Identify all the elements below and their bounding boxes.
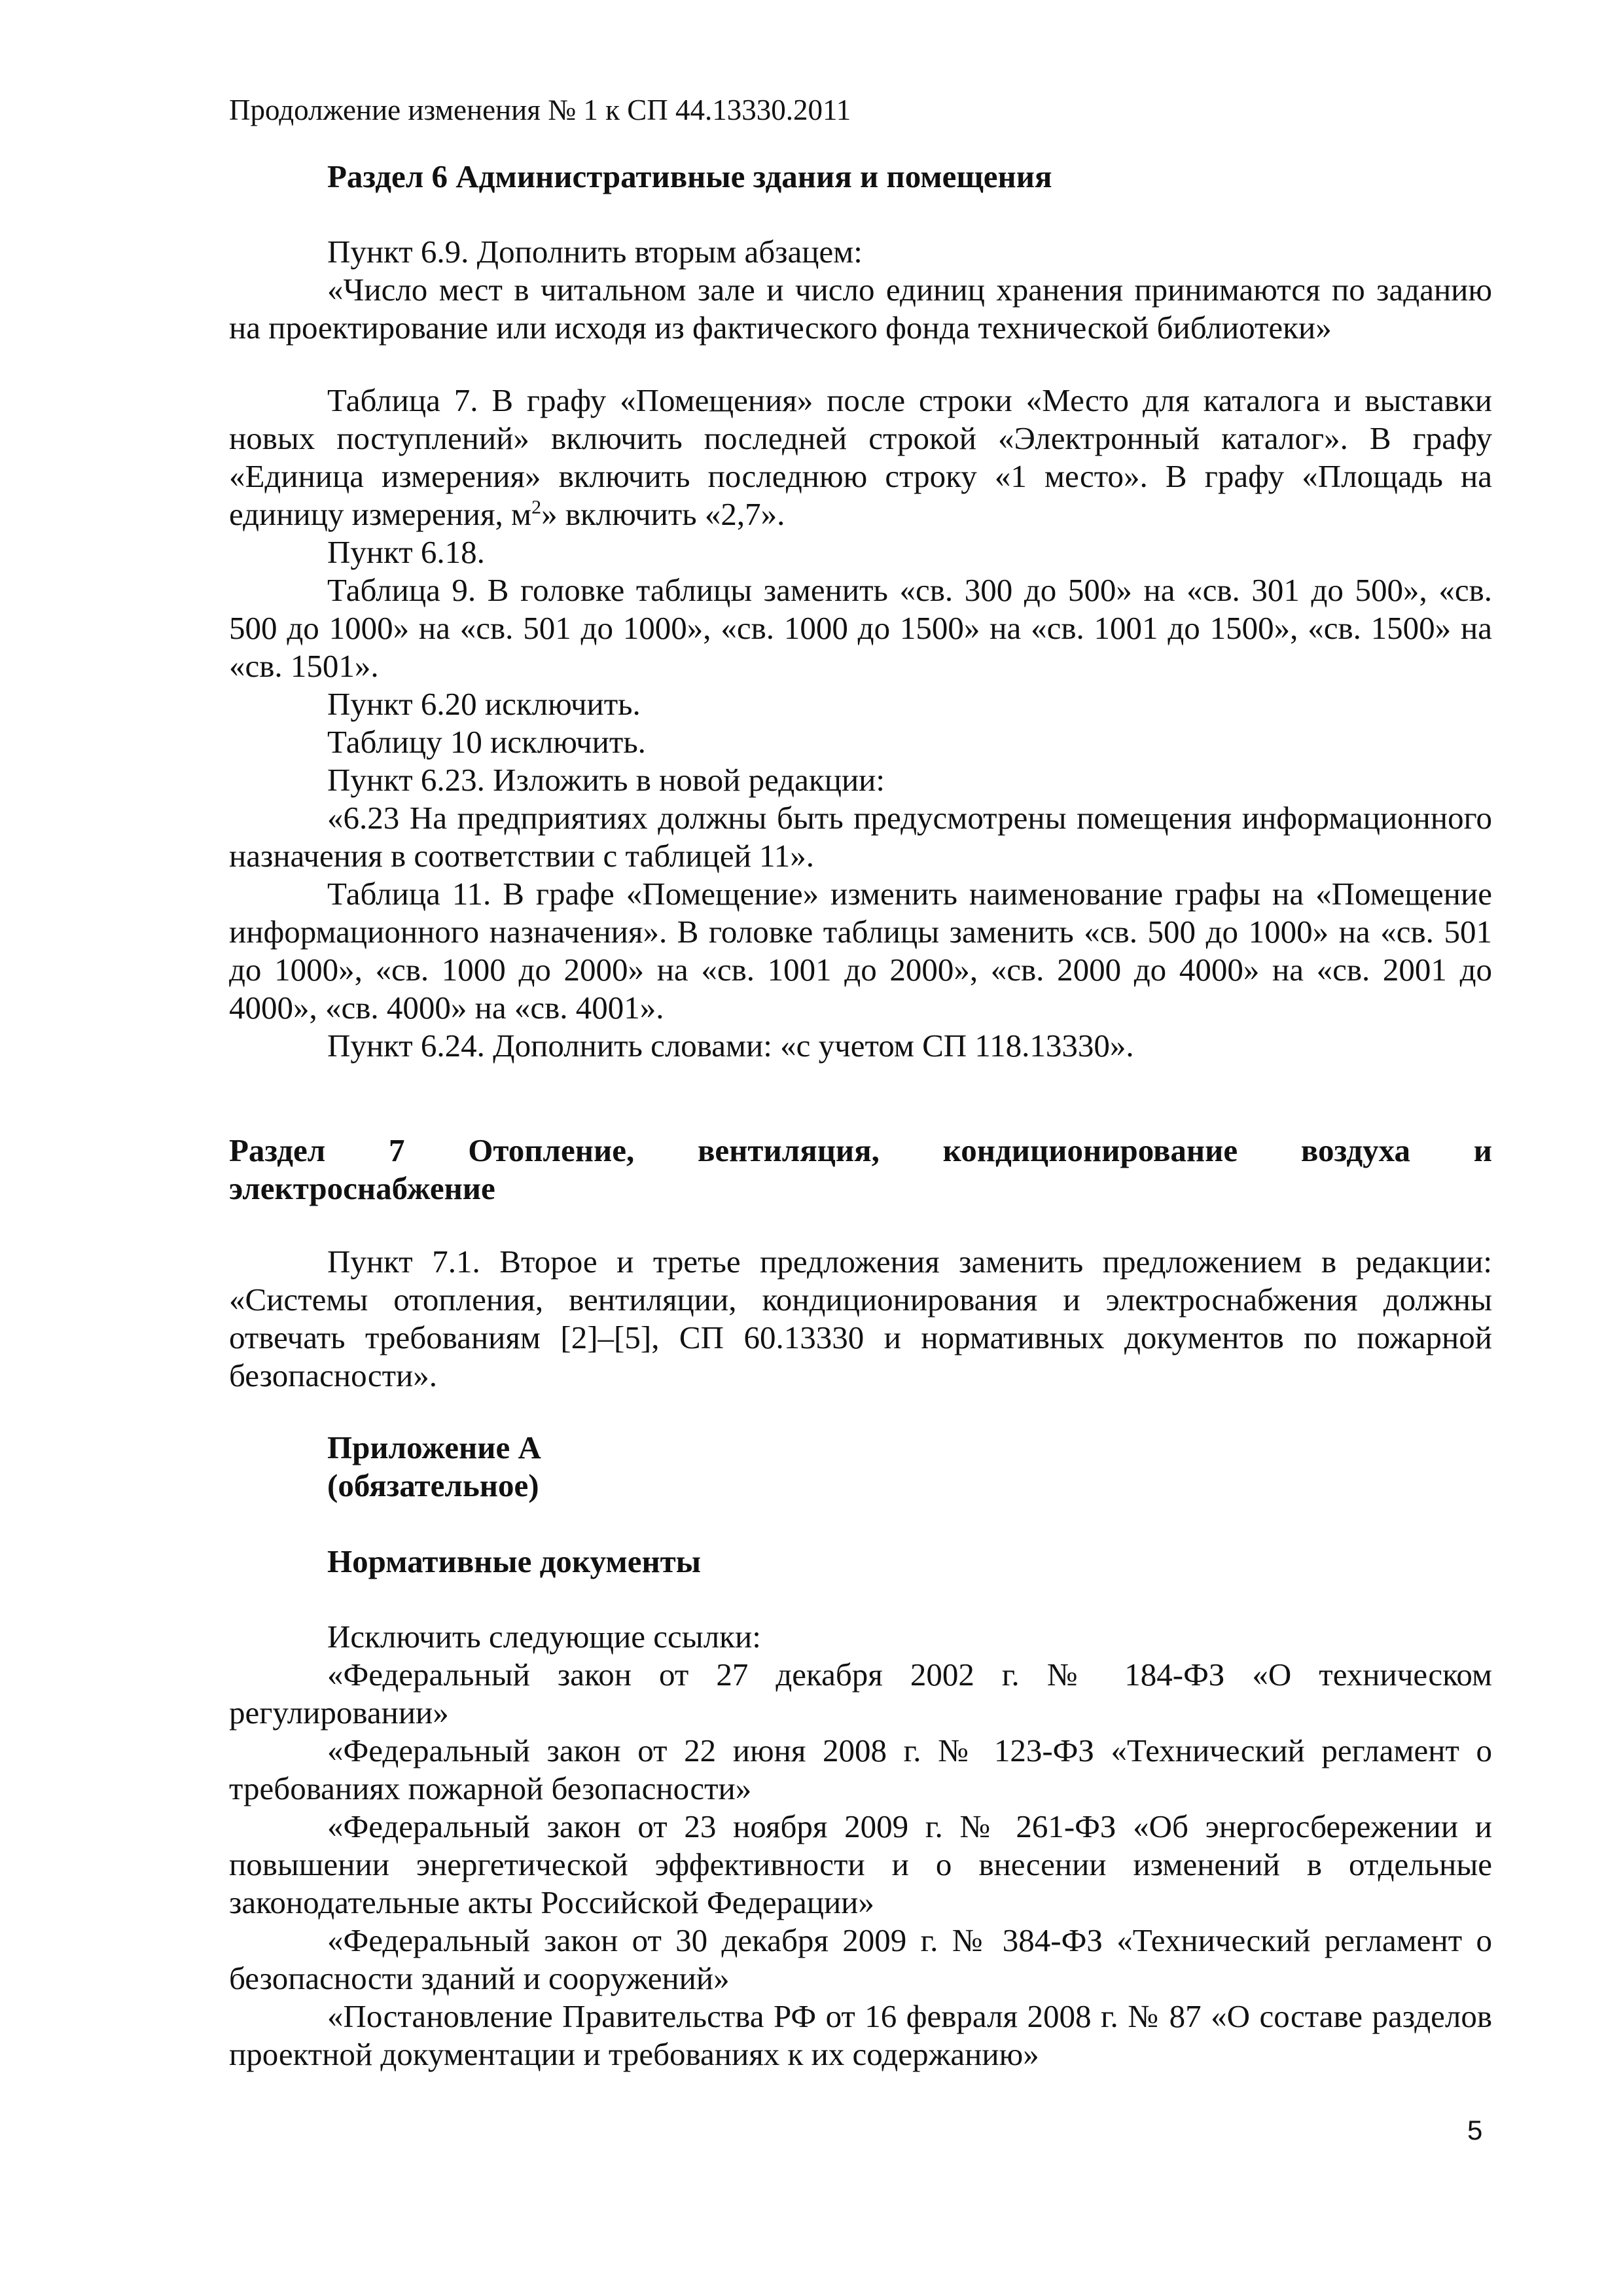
- paragraph-6-18: Пункт 6.18.: [327, 534, 485, 570]
- appendix-references: [229, 1618, 1492, 2073]
- paragraph-table-11: Таблица 11. В графе «Помещение» изменить наименование графы на «Помещение информационного назначения». В головке таблицы заменить «св. 500 до 1000» на «св. 501 до 1000», «св. 1000 до 2000» на «св. 1001 до 2000», «св. 2000 до 4000» на «св. 2001 до 4000», «св. 4000» на «св. 4001».: [229, 876, 1492, 1026]
- paragraph-6-23-quote: «6.23 На предприятиях должны быть предусмотрены помещения информационного назначения в соответствии с таблицей 11».: [229, 800, 1492, 874]
- reference-item: «Федеральный закон от 30 декабря 2009 г. № 384-ФЗ «Технический регламент о безопасности зданий и сооружений»: [229, 1922, 1492, 1996]
- section-7-title: [229, 1132, 1492, 1208]
- paragraph-6-24: Пункт 6.24. Дополнить словами: «с учетом СП 118.13330».: [327, 1028, 1134, 1064]
- paragraph-table-9: Таблица 9. В головке таблицы заменить «св. 300 до 500» на «св. 301 до 500», «св. 500 до 1000» на «св. 501 до 1000», «св. 1000 до 1500» на «св. 1001 до 1500», «св. 1500» на «св. 1501».: [229, 572, 1492, 684]
- page-number: 5: [1467, 2115, 1483, 2145]
- appendix-heading: Нормативные документы: [327, 1543, 702, 1579]
- reference-item: «Федеральный закон от 22 июня 2008 г. № 123-ФЗ «Технический регламент о требованиях пожарной безопасности»: [229, 1732, 1492, 1806]
- document-page: [229, 0, 1492, 2296]
- paragraph-6-23-lead: Пункт 6.23. Изложить в новой редакции:: [327, 762, 885, 798]
- paragraph-table-7: Таблица 7. В графу «Помещения» после строки «Место для каталога и выставки новых поступлений» включить последней строкой «Электронный каталог». В графу «Единица измерения» включить последнюю строку «1 место». В графу «Площадь на единицу измерения, $м^2$» включить «2,7».: [229, 382, 1492, 532]
- paragraph-6-9-lead: Пункт 6.9. Дополнить вторым абзацем:: [327, 234, 863, 270]
- section-6-block-a: [229, 233, 1492, 347]
- appendix-subtitle: (обязательное): [327, 1467, 539, 1503]
- section-6-title: Раздел 6 Административные здания и помещения: [327, 158, 1052, 194]
- section-7-block: [229, 1243, 1492, 1395]
- references-lead: Исключить следующие ссылки:: [327, 1619, 761, 1655]
- paragraph-6-20: Пункт 6.20 исключить.: [327, 686, 641, 722]
- section-7-title-line-2: электроснабжение: [229, 1170, 495, 1206]
- paragraph-7-1: Пункт 7.1. Второе и третье предложения заменить предложением в редакции: «Системы отопления, вентиляции, кондиционирования и электроснабжения должны отвечать требованиям [2]–[5], СП 60.13330 и нормативных документов по пожарной безопасности».: [229, 1244, 1492, 1393]
- section-6-block-b: [229, 382, 1492, 1065]
- reference-item: «Федеральный закон от 27 декабря 2002 г. № 184-ФЗ «О техническом регулировании»: [229, 1657, 1492, 1731]
- paragraph-table-10: Таблицу 10 исключить.: [327, 724, 646, 760]
- paragraph-6-9-quote: «Число мест в читальном зале и число единиц хранения принимаются по заданию на проектирование или исходя из фактического фонда технической библиотеки»: [229, 272, 1492, 346]
- appendix-title: Приложение А: [327, 1429, 541, 1465]
- reference-item: «Постановление Правительства РФ от 16 февраля 2008 г. № 87 «О составе разделов проектной документации и требованиях к их содержанию»: [229, 1998, 1492, 2072]
- running-header: Продолжение изменения № 1 к СП 44.13330.2011: [229, 94, 851, 126]
- section-7-title-line-1: Раздел 7 Отопление, вентиляция, кондиционирование воздуха и: [229, 1132, 1492, 1168]
- reference-item: «Федеральный закон от 23 ноября 2009 г. № 261-ФЗ «Об энергосбережении и повышении энергетической эффективности и о внесении изменений в отдельные законодательные акты Российской Федерации»: [229, 1808, 1492, 1920]
